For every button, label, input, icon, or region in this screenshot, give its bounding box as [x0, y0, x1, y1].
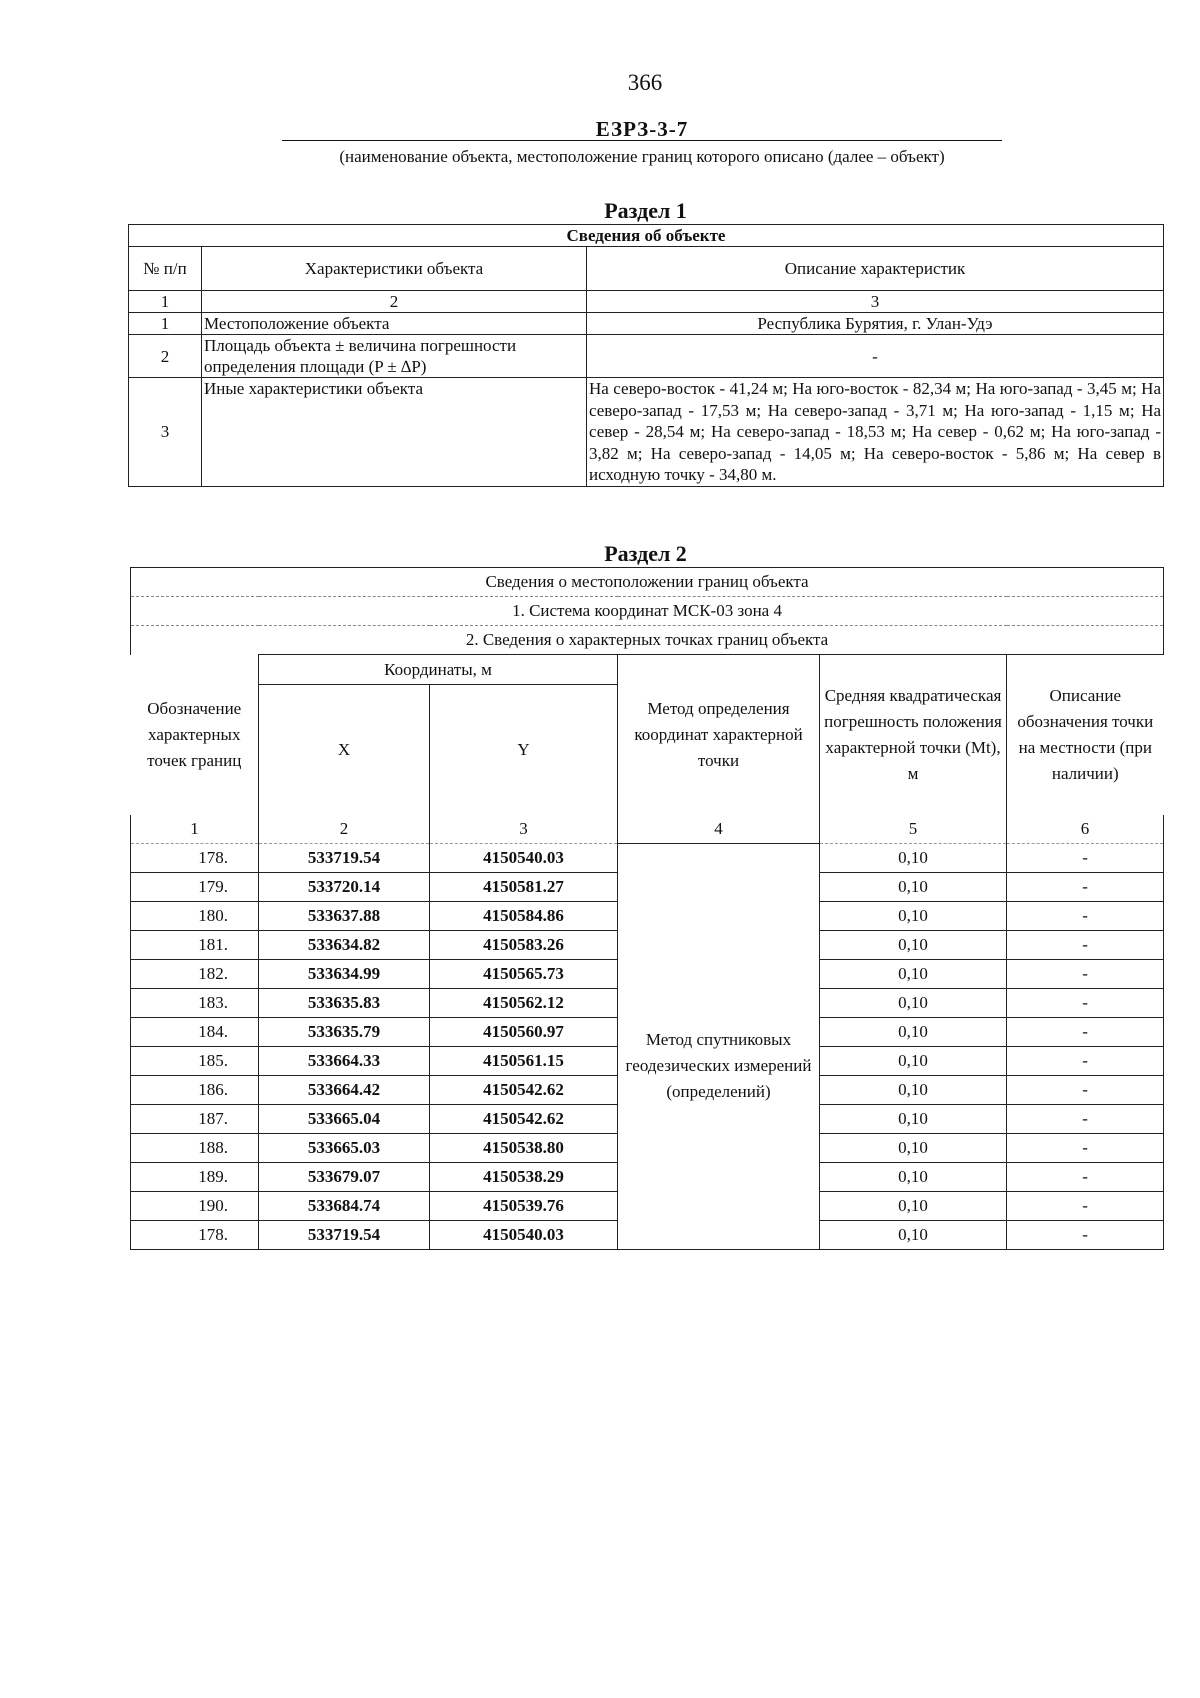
point-y: 4150560.97 — [430, 1017, 618, 1046]
point-y: 4150539.76 — [430, 1191, 618, 1220]
point-number: 184. — [131, 1017, 259, 1046]
boundary-points-table — [130, 567, 1164, 1250]
table-row — [131, 843, 1164, 872]
point-description: - — [1007, 1191, 1164, 1220]
point-error: 0,10 — [820, 1133, 1007, 1162]
header-description: Описание обозначения точки на местности (при наличии) — [1007, 655, 1164, 815]
point-x: 533664.42 — [259, 1075, 430, 1104]
point-error: 0,10 — [820, 930, 1007, 959]
header-number: № п/п — [129, 247, 202, 291]
header-method: Метод определения координат характерной точки — [618, 655, 820, 815]
header-characteristics: Характеристики объекта — [202, 247, 587, 291]
point-description: - — [1007, 1046, 1164, 1075]
row-description: - — [587, 335, 1164, 378]
point-error: 0,10 — [820, 1046, 1007, 1075]
row-description: На северо-восток - 41,24 м; На юго-восток - 82,34 м; На юго-запад - 3,45 м; На северо-запад - 17,53 м; На северо-запад - 3,71 м; На юго-запад - 1,15 м; На север - 28,54 м; На северо-запад - 18,53 м; На север - 0,62 м; На юго-запад - 3,82 м; На северо-запад - 14,05 м; На северо-восток - 5,86 м; На север в исходную точку - 34,80 м. — [587, 378, 1164, 487]
col-number: 3 — [430, 815, 618, 844]
section2-title: Раздел 2 — [604, 541, 687, 566]
col-number: 2 — [202, 291, 587, 313]
point-number: 178. — [131, 1220, 259, 1249]
point-y: 4150561.15 — [430, 1046, 618, 1075]
object-name-underline — [282, 140, 1002, 141]
row-name: Площадь объекта ± величина погрешности определения площади (P ± ∆P) — [202, 335, 587, 378]
row-name: Иные характеристики объекта — [202, 378, 587, 487]
point-description: - — [1007, 843, 1164, 872]
point-description: - — [1007, 988, 1164, 1017]
header-y: Y — [430, 685, 618, 815]
point-number: 188. — [131, 1133, 259, 1162]
col-number: 6 — [1007, 815, 1164, 844]
header-x: X — [259, 685, 430, 815]
point-x: 533665.04 — [259, 1104, 430, 1133]
point-error: 0,10 — [820, 1017, 1007, 1046]
point-number: 187. — [131, 1104, 259, 1133]
point-y: 4150542.62 — [430, 1104, 618, 1133]
table-row — [129, 378, 1164, 487]
point-x: 533719.54 — [259, 1220, 430, 1249]
point-error: 0,10 — [820, 988, 1007, 1017]
point-error: 0,10 — [820, 901, 1007, 930]
point-error: 0,10 — [820, 1191, 1007, 1220]
point-x: 533720.14 — [259, 872, 430, 901]
point-number: 189. — [131, 1162, 259, 1191]
point-error: 0,10 — [820, 1162, 1007, 1191]
point-number: 190. — [131, 1191, 259, 1220]
point-x: 533684.74 — [259, 1191, 430, 1220]
point-x: 533634.99 — [259, 959, 430, 988]
point-number: 186. — [131, 1075, 259, 1104]
object-info-table — [128, 224, 1164, 487]
col-number: 2 — [259, 815, 430, 844]
section1-title: Раздел 1 — [604, 198, 687, 223]
point-x: 533664.33 — [259, 1046, 430, 1075]
point-y: 4150565.73 — [430, 959, 618, 988]
point-description: - — [1007, 1133, 1164, 1162]
point-x: 533635.79 — [259, 1017, 430, 1046]
point-description: - — [1007, 1162, 1164, 1191]
row-name: Местоположение объекта — [202, 313, 587, 335]
point-number: 180. — [131, 901, 259, 930]
point-y: 4150540.03 — [430, 843, 618, 872]
point-number: 185. — [131, 1046, 259, 1075]
point-description: - — [1007, 872, 1164, 901]
point-x: 533665.03 — [259, 1133, 430, 1162]
points-info-title: 2. Сведения о характерных точках границ объекта — [131, 626, 1164, 655]
point-x: 533637.88 — [259, 901, 430, 930]
point-number: 183. — [131, 988, 259, 1017]
point-description: - — [1007, 1075, 1164, 1104]
table-row — [129, 335, 1164, 378]
point-y: 4150540.03 — [430, 1220, 618, 1249]
table-row — [129, 313, 1164, 335]
point-description: - — [1007, 901, 1164, 930]
point-y: 4150583.26 — [430, 930, 618, 959]
col-number: 3 — [587, 291, 1164, 313]
point-number: 179. — [131, 872, 259, 901]
object-info-table-title: Сведения об объекте — [129, 225, 1164, 247]
coordinate-system: 1. Система координат МСК-03 зона 4 — [131, 597, 1164, 626]
boundary-table-title: Сведения о местоположении границ объекта — [131, 568, 1164, 597]
point-y: 4150538.29 — [430, 1162, 618, 1191]
point-y: 4150581.27 — [430, 872, 618, 901]
col-number: 1 — [129, 291, 202, 313]
col-number: 1 — [131, 815, 259, 844]
point-y: 4150542.62 — [430, 1075, 618, 1104]
point-y: 4150584.86 — [430, 901, 618, 930]
method-value: Метод спутниковых геодезических измерений (определений) — [618, 843, 820, 1249]
row-number: 3 — [129, 378, 202, 487]
header-coordinates: Координаты, м — [259, 655, 618, 685]
point-x: 533719.54 — [259, 843, 430, 872]
point-error: 0,10 — [820, 843, 1007, 872]
point-description: - — [1007, 1017, 1164, 1046]
point-description: - — [1007, 959, 1164, 988]
point-x: 533635.83 — [259, 988, 430, 1017]
point-description: - — [1007, 1220, 1164, 1249]
point-error: 0,10 — [820, 959, 1007, 988]
row-number: 2 — [129, 335, 202, 378]
point-error: 0,10 — [820, 1104, 1007, 1133]
page-number: 366 — [627, 70, 663, 95]
point-y: 4150538.80 — [430, 1133, 618, 1162]
row-description: Республика Бурятия, г. Улан-Удэ — [587, 313, 1164, 335]
col-number: 4 — [618, 815, 820, 844]
point-description: - — [1007, 1104, 1164, 1133]
point-y: 4150562.12 — [430, 988, 618, 1017]
row-number: 1 — [129, 313, 202, 335]
object-name-caption: (наименование объекта, местоположение границ которого описано (далее – объект) — [339, 147, 945, 166]
header-description: Описание характеристик — [587, 247, 1164, 291]
point-x: 533679.07 — [259, 1162, 430, 1191]
point-number: 178. — [131, 843, 259, 872]
object-name: ЕЗРЗ-3-7 — [595, 117, 689, 141]
point-number: 181. — [131, 930, 259, 959]
header-error: Средняя квадратическая погрешность положения характерной точки (Mt), м — [820, 655, 1007, 815]
point-error: 0,10 — [820, 1220, 1007, 1249]
col-number: 5 — [820, 815, 1007, 844]
point-description: - — [1007, 930, 1164, 959]
point-number: 182. — [131, 959, 259, 988]
header-designation: Обозначение характерных точек границ — [131, 655, 259, 815]
point-error: 0,10 — [820, 872, 1007, 901]
point-error: 0,10 — [820, 1075, 1007, 1104]
point-x: 533634.82 — [259, 930, 430, 959]
